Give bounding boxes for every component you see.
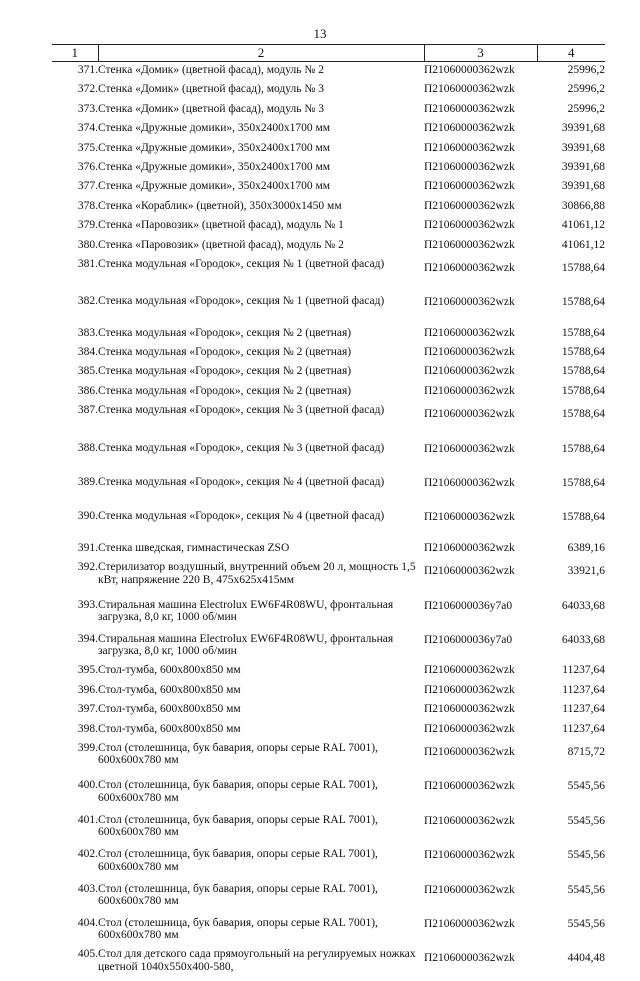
table-row	[52, 628, 605, 662]
row-item-name: Стол (столешница, бук бавария, опоры серые RAL 7001), 600x600x780 мм	[98, 741, 378, 767]
row-price: 6389,16	[567, 541, 605, 554]
row-price: 15788,64	[561, 442, 605, 455]
row-inventory-code: П21060000362wzk	[424, 296, 515, 309]
row-inventory-code: П21060000362wzk	[424, 883, 515, 896]
table-row	[52, 721, 605, 740]
row-price: 25996,2	[567, 102, 605, 115]
row-inventory-code: П21060000362wzk	[424, 346, 515, 359]
page-number: 13	[313, 26, 327, 41]
row-number: 400.	[77, 779, 98, 792]
row-number: 394.	[77, 632, 98, 645]
row-item-name: Стенка модульная «Городок», секция № 2 (цветная)	[98, 365, 352, 378]
row-inventory-code: П21060000362wzk	[424, 219, 515, 232]
row-item-name: Стол (столешница, бук бавария, опоры серые RAL 7001), 600x600x780 мм	[98, 916, 378, 942]
row-inventory-code: П21060000362wzk	[424, 160, 515, 173]
table-row	[52, 809, 605, 843]
row-price: 64033,68	[561, 599, 605, 612]
row-inventory-code: П21060000362wzk	[424, 83, 515, 96]
row-item-name: Стол (столешница, бук бавария, опоры серые RAL 7001), 600x600x780 мм	[98, 848, 378, 873]
row-price: 15788,64	[561, 326, 605, 339]
row-number: 381.	[77, 257, 98, 270]
row-price: 5545,56	[567, 780, 605, 793]
row-inventory-code: П2106000036у7а0	[424, 599, 513, 612]
table-row	[52, 946, 605, 980]
row-item-name: Стенка модульная «Городок», секция № 4 (цветной фасад)	[98, 476, 385, 489]
table-row	[52, 256, 605, 290]
row-number: 389.	[77, 476, 98, 489]
row-number: 380.	[77, 238, 98, 251]
row-inventory-code: П21060000362wzk	[424, 780, 515, 793]
row-item-name: Стол-тумба, 600x800x850 мм	[98, 703, 241, 716]
row-number: 374.	[77, 122, 98, 135]
row-inventory-code: П21060000362wzk	[424, 745, 515, 758]
row-item-name: Стенка «Домик» (цветной фасад), модуль № 2	[98, 64, 324, 76]
row-price: 41061,12	[561, 238, 605, 251]
row-price: 25996,2	[567, 64, 605, 76]
table-row	[52, 62, 605, 82]
row-number: 372.	[77, 83, 98, 96]
table-row	[52, 120, 605, 139]
row-inventory-code: П21060000362wzk	[424, 952, 515, 965]
row-item-name: Стенка модульная «Городок», секция № 1 (цветной фасад)	[98, 257, 385, 270]
row-inventory-code: П21060000362wzk	[424, 511, 515, 524]
row-number: 379.	[77, 219, 98, 232]
table-row	[52, 701, 605, 720]
row-inventory-code: П21060000362wzk	[424, 722, 515, 735]
row-item-name: Стенка «Кораблик» (цветной), 350x3000x1450 мм	[98, 199, 342, 212]
row-inventory-code: П21060000362wzk	[424, 64, 515, 76]
row-inventory-code: П21060000362wzk	[424, 442, 515, 455]
row-price: 39391,68	[561, 122, 605, 135]
row-item-name: Стол (столешница, бук бавария, опоры серые RAL 7001), 600x600x780 мм	[98, 779, 378, 804]
row-inventory-code: П21060000362wzk	[424, 565, 515, 578]
row-price: 25996,2	[567, 83, 605, 96]
row-number: 377.	[77, 180, 98, 193]
row-price: 11237,64	[562, 664, 605, 677]
row-price: 11237,64	[562, 683, 605, 696]
row-item-name: Стенка модульная «Городок», секция № 3 (цветной фасад)	[98, 404, 385, 417]
row-number: 386.	[77, 384, 98, 397]
row-item-name: Стиральная машина Electrolux EW6F4R08WU, фронтальная загрузка, 8,0 кг, 1000 об/мин	[98, 632, 394, 658]
row-number: 395.	[77, 664, 98, 677]
table-row	[52, 290, 605, 324]
row-inventory-code: П21060000362wzk	[424, 477, 515, 490]
table-row	[52, 740, 605, 774]
row-item-name: Стенка модульная «Городок», секция № 2 (цветная)	[98, 346, 352, 359]
row-number: 383.	[77, 326, 98, 339]
row-price: 15788,64	[561, 365, 605, 378]
row-inventory-code: П21060000362wzk	[424, 703, 515, 716]
row-inventory-code: П21060000362wzk	[424, 384, 515, 397]
row-item-name: Стенка «Дружные домики», 350x2400x1700 мм	[98, 180, 331, 193]
row-number: 405.	[77, 948, 98, 961]
row-number: 371.	[77, 64, 98, 76]
row-item-name: Стенка модульная «Городок», секция № 2 (цветная)	[98, 384, 352, 397]
table-row	[52, 81, 605, 100]
row-price: 15788,64	[561, 511, 605, 524]
table-row	[52, 325, 605, 344]
table-row	[52, 198, 605, 217]
table-row	[52, 912, 605, 946]
row-item-name: Стиральная машина Electrolux EW6F4R08WU, фронтальная загрузка, 8,0 кг, 1000 об/мин	[98, 598, 394, 624]
row-item-name: Стенка шведская, гимнастическая ZSO	[98, 541, 290, 554]
row-inventory-code: П21060000362wzk	[424, 849, 515, 862]
row-price: 15788,64	[561, 346, 605, 359]
row-item-name: Стенка «Дружные домики», 350x2400x1700 мм	[98, 160, 331, 173]
row-inventory-code: П21060000362wzk	[424, 917, 515, 930]
row-number: 382.	[77, 295, 98, 308]
row-inventory-code: П21060000362wzk	[424, 102, 515, 115]
row-price: 39391,68	[561, 160, 605, 173]
row-number: 385.	[77, 365, 98, 378]
table-row	[52, 178, 605, 197]
row-inventory-code: П21060000362wzk	[424, 141, 515, 154]
row-number: 404.	[77, 916, 98, 929]
row-item-name: Стенка «Домик» (цветной фасад), модуль № 3	[98, 102, 324, 115]
row-number: 401.	[77, 813, 98, 826]
row-number: 399.	[77, 741, 98, 754]
table-row	[52, 140, 605, 159]
row-price: 64033,68	[561, 633, 605, 646]
table-row	[52, 540, 605, 559]
row-number: 398.	[77, 722, 98, 735]
row-number: 390.	[77, 510, 98, 523]
row-price: 30866,88	[561, 199, 605, 212]
table-header-row	[52, 45, 605, 62]
row-price: 4404,48	[567, 952, 605, 965]
row-inventory-code: П21060000362wzk	[424, 238, 515, 251]
table-row	[52, 344, 605, 363]
row-price: 11237,64	[562, 722, 605, 735]
table-row	[52, 594, 605, 628]
row-inventory-code: П21060000362wzk	[424, 541, 515, 554]
table-row	[52, 471, 605, 505]
row-number: 388.	[77, 441, 98, 454]
row-price: 15788,64	[561, 296, 605, 309]
row-item-name: Стенка модульная «Городок», секция № 2 (цветная)	[98, 326, 352, 339]
row-number: 378.	[77, 199, 98, 212]
table-row	[52, 402, 605, 436]
row-item-name: Стол (столешница, бук бавария, опоры серые RAL 7001), 600x600x780 мм	[98, 882, 378, 907]
row-price: 15788,64	[561, 408, 605, 421]
row-item-name: Стол (столешница, бук бавария, опоры серые RAL 7001), 600x600x780 мм	[98, 813, 378, 839]
row-price: 5545,56	[567, 814, 605, 827]
table-row	[52, 559, 605, 593]
row-inventory-code: П21060000362wzk	[424, 122, 515, 135]
row-inventory-code: П21060000362wzk	[424, 261, 515, 274]
row-inventory-code: П21060000362wzk	[424, 199, 515, 212]
row-inventory-code: П21060000362wzk	[424, 683, 515, 696]
row-number: 393.	[77, 598, 98, 611]
table-row	[52, 159, 605, 178]
row-number: 402.	[77, 848, 98, 861]
table-row	[52, 662, 605, 681]
column-header-price: 4	[537, 45, 605, 62]
row-item-name: Стенка «Дружные домики», 350x2400x1700 мм	[98, 141, 331, 154]
row-price: 5545,56	[567, 883, 605, 896]
row-price: 15788,64	[561, 477, 605, 490]
column-header-number: 1	[52, 45, 98, 62]
table-row	[52, 682, 605, 701]
row-number: 392.	[77, 561, 98, 574]
column-header-name: 2	[98, 45, 424, 62]
table-row	[52, 217, 605, 236]
row-number: 403.	[77, 882, 98, 895]
row-number: 387.	[77, 404, 98, 417]
row-price: 11237,64	[562, 703, 605, 716]
row-item-name: Стол для детского сада прямоугольный на регулируемых ножках цветной 1040x550x400-580,	[98, 948, 416, 973]
row-inventory-code: П21060000362wzk	[424, 664, 515, 677]
row-inventory-code: П2106000036у7а0	[424, 633, 513, 646]
table-row	[52, 237, 605, 256]
row-number: 384.	[77, 346, 98, 359]
row-inventory-code: П21060000362wzk	[424, 365, 515, 378]
row-number: 373.	[77, 102, 98, 115]
table-body	[52, 62, 605, 981]
row-item-name: Стенка модульная «Городок», секция № 1 (цветной фасад)	[98, 295, 385, 308]
table-row	[52, 843, 605, 877]
table-row	[52, 363, 605, 382]
row-inventory-code: П21060000362wzk	[424, 180, 515, 193]
row-price: 15788,64	[561, 261, 605, 274]
row-item-name: Стенка «Паровозик» (цветной фасад), модуль № 1	[98, 219, 344, 232]
table-row	[52, 878, 605, 912]
row-inventory-code: П21060000362wzk	[424, 408, 515, 421]
table-row	[52, 774, 605, 808]
row-item-name: Стенка модульная «Городок», секция № 4 (цветной фасад)	[98, 510, 385, 523]
column-header-code: 3	[424, 45, 537, 62]
row-price: 39391,68	[561, 141, 605, 154]
row-number: 376.	[77, 160, 98, 173]
row-price: 15788,64	[561, 384, 605, 397]
row-number: 397.	[77, 703, 98, 716]
row-price: 39391,68	[561, 180, 605, 193]
row-price: 5545,56	[567, 917, 605, 930]
row-item-name: Стол-тумба, 600x800x850 мм	[98, 683, 241, 696]
row-number: 375.	[77, 141, 98, 154]
row-item-name: Стерилизатор воздушный, внутренний объем 20 л, мощность 1,5 кВт, напряжение 220 В, 475x625x415мм	[98, 561, 416, 586]
row-price: 5545,56	[567, 849, 605, 862]
row-item-name: Стол-тумба, 600x800x850 мм	[98, 722, 241, 735]
row-item-name: Стенка «Паровозик» (цветной фасад), модуль № 2	[98, 238, 344, 251]
row-number: 391.	[77, 541, 98, 554]
row-price: 8715,72	[567, 745, 605, 758]
row-number: 396.	[77, 683, 98, 696]
inventory-table	[52, 44, 605, 981]
row-item-name: Стол-тумба, 600x800x850 мм	[98, 664, 241, 677]
row-item-name: Стенка модульная «Городок», секция № 3 (цветной фасад)	[98, 441, 385, 454]
row-item-name: Стенка «Домик» (цветной фасад), модуль № 3	[98, 83, 324, 96]
row-price: 41061,12	[561, 219, 605, 232]
table-row	[52, 101, 605, 120]
row-item-name: Стенка «Дружные домики», 350x2400x1700 мм	[98, 122, 331, 135]
row-inventory-code: П21060000362wzk	[424, 326, 515, 339]
table-row	[52, 505, 605, 539]
table-row	[52, 383, 605, 402]
row-inventory-code: П21060000362wzk	[424, 814, 515, 827]
row-price: 33921,6	[567, 565, 605, 578]
table-row	[52, 437, 605, 471]
